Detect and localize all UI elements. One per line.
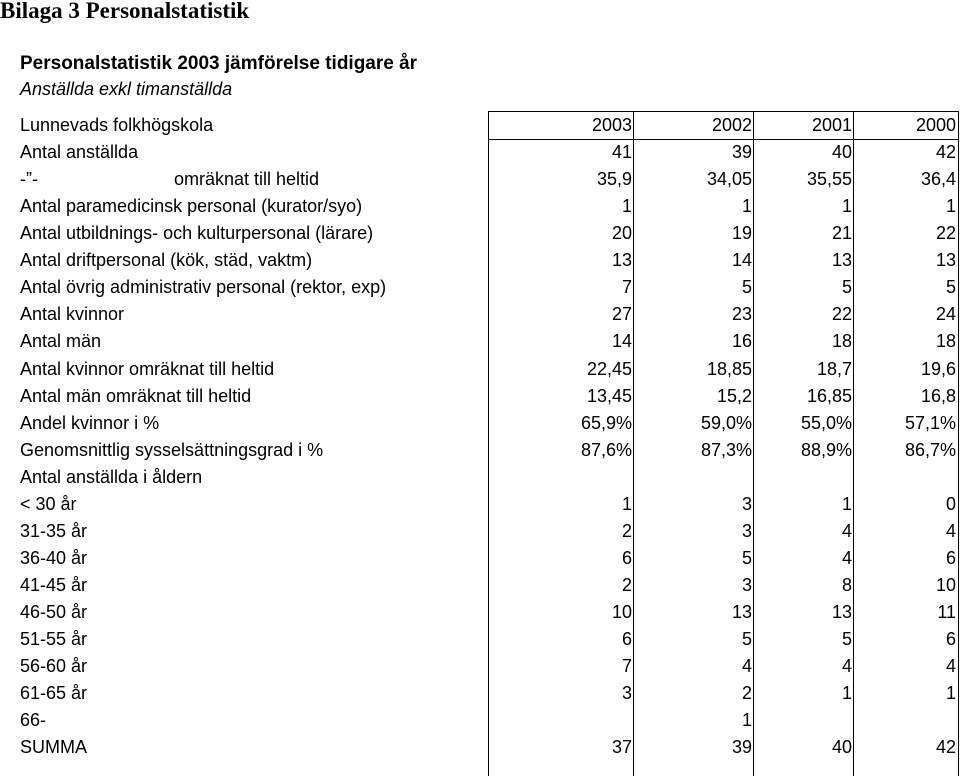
row-label: Genomsnittlig sysselsättningsgrad i % [20,439,324,460]
table-row [0,112,960,139]
value-2002: 2002 [711,115,752,135]
value-2000: 2000 [915,115,956,135]
value-2001: 1 [841,196,852,217]
row-label: 36-40 år [20,547,88,568]
value-2002: 19 [731,223,752,244]
value-2002: 5 [741,547,752,568]
value-2002: 39 [731,737,752,758]
value-2003: 35,9 [596,169,632,190]
value-2003: 7 [621,277,632,298]
value-2003: 6 [621,629,632,649]
value-2000: 11 [937,601,956,622]
value-2000: 1 [945,683,956,704]
table-row [0,599,960,626]
value-2003: 2003 [591,115,632,135]
table-row [0,193,960,220]
value-2002: 15,2 [716,385,752,406]
value-2003: 87,6% [580,439,632,460]
value-2001: 8 [841,574,852,595]
value-2000: 42 [935,142,956,163]
row-label: < 30 år [20,493,77,514]
table-row [0,274,960,301]
table-row [0,464,960,491]
table-row [0,491,960,518]
value-2001: 4 [841,656,852,676]
value-2001: 2001 [811,115,852,135]
value-2001: 13 [831,250,852,271]
value-2000: 4 [945,656,956,676]
value-2000: 24 [935,304,956,325]
value-2002: 18,85 [706,358,752,379]
row-label: 41-45 år [20,574,88,595]
value-2003: 20 [611,223,632,244]
value-2002: 3 [741,520,752,541]
value-2001: 4 [841,520,852,541]
value-2001: 1 [841,493,852,514]
table-row [0,545,960,572]
row-label: 31-35 år [20,520,88,541]
row-label: Antal män omräknat till heltid [20,385,252,406]
row-label: 66- [20,710,47,731]
table-row [0,166,960,193]
value-2000: 42 [935,737,956,758]
table-row [0,301,960,328]
value-2002: 59,0% [700,412,752,433]
value-2003: 10 [611,601,632,622]
row-label: 51-55 år [20,629,88,649]
table-row [0,734,960,761]
row-label: Antal kvinnor omräknat till heltid [20,358,275,379]
value-2003: 13,45 [586,385,632,406]
row-label: Antal driftpersonal (kök, städ, vaktm) [20,250,313,271]
value-2003: 27 [611,304,632,325]
table-row [0,680,960,707]
sheet-subtitle: Anställda exkl timanställda [20,79,233,99]
table-row [0,220,960,247]
value-2003: 22,45 [586,358,632,379]
value-2002: 14 [731,250,752,271]
table-row [0,572,960,599]
value-2001: 40 [831,142,852,163]
row-label: Antal anställda i åldern [20,466,203,487]
page-heading: Bilaga 3 Personalstatistik [0,0,250,23]
value-2002: 13 [731,601,752,622]
value-2002: 3 [741,493,752,514]
value-2002: 4 [741,656,752,676]
value-2003: 1 [621,493,632,514]
value-2002: 87,3% [700,439,752,460]
table-row [0,383,960,410]
value-2001: 18 [831,331,852,352]
row-sublabel: omräknat till heltid [174,169,320,190]
value-2001: 88,9% [800,439,852,460]
value-2002: 2 [741,683,752,704]
row-label: Antal övrig administrativ personal (rektor, exp) [20,277,387,298]
table-row [0,653,960,680]
value-2000: 13 [935,250,956,271]
value-2003: 2 [621,574,632,595]
row-label: Antal anställda [20,142,139,163]
value-2001: 22 [831,304,852,325]
value-2001: 1 [841,683,852,704]
value-2003: 14 [611,331,632,352]
value-2002: 5 [741,629,752,649]
value-2000: 4 [945,520,956,541]
row-label: 56-60 år [20,656,88,676]
value-2001: 5 [841,629,852,649]
value-2002: 34,05 [706,169,752,190]
value-2003: 13 [611,250,632,271]
value-2000: 57,1% [904,412,956,433]
value-2001: 16,85 [806,385,852,406]
table-row [0,437,960,464]
value-2002: 1 [741,196,752,217]
value-2000: 86,7% [904,439,956,460]
value-2002: 23 [731,304,752,325]
row-label: 61-65 år [20,683,88,704]
row-label: Antal utbildnings- och kulturpersonal (lärare) [20,223,374,244]
value-2000: 36,4 [920,169,956,190]
row-label: Andel kvinnor i % [20,412,160,433]
value-2000: 19,6 [920,358,956,379]
table-row [0,626,960,653]
row-label: Lunnevads folkhögskola [20,115,214,135]
value-2003: 37 [611,737,632,758]
value-2003: 65,9% [580,412,632,433]
sheet-title: Personalstatistik 2003 jämförelse tidigare år [20,53,418,74]
row-label: Antal paramedicinsk personal (kurator/syo) [20,196,363,217]
table-row [0,139,960,166]
value-2000: 10 [935,574,956,595]
value-2003: 6 [621,547,632,568]
row-label: SUMMA [20,737,87,758]
value-2001: 5 [841,277,852,298]
value-2001: 40 [831,737,852,758]
value-2003: 1 [621,196,632,217]
row-label: Antal kvinnor [20,304,125,325]
value-2000: 22 [935,223,956,244]
value-2001: 18,7 [816,358,852,379]
value-2003: 3 [621,683,632,704]
value-2000: 1 [945,196,956,217]
row-label: 46-50 år [20,601,88,622]
row-label: Antal män [20,331,102,352]
table-row [0,518,960,545]
value-2001: 13 [831,601,852,622]
value-2000: 5 [945,277,956,298]
value-2002: 1 [741,710,752,731]
value-2003: 2 [621,520,632,541]
value-2000: 18 [935,331,956,352]
value-2002: 16 [731,331,752,352]
value-2002: 5 [741,277,752,298]
value-2000: 6 [945,547,956,568]
table-row [0,410,960,437]
value-2003: 7 [621,656,632,676]
table-row [0,247,960,274]
row-label: -”- [20,169,38,190]
table-row [0,328,960,355]
table-row [0,356,960,383]
value-2000: 0 [945,493,956,514]
value-2001: 4 [841,547,852,568]
value-2002: 39 [731,142,752,163]
table-row [0,707,960,734]
value-2001: 55,0% [800,412,852,433]
value-2002: 3 [741,574,752,595]
value-2001: 35,55 [806,169,852,190]
value-2000: 6 [945,629,956,649]
value-2000: 16,8 [920,385,956,406]
value-2003: 41 [611,142,632,163]
value-2001: 21 [831,223,852,244]
